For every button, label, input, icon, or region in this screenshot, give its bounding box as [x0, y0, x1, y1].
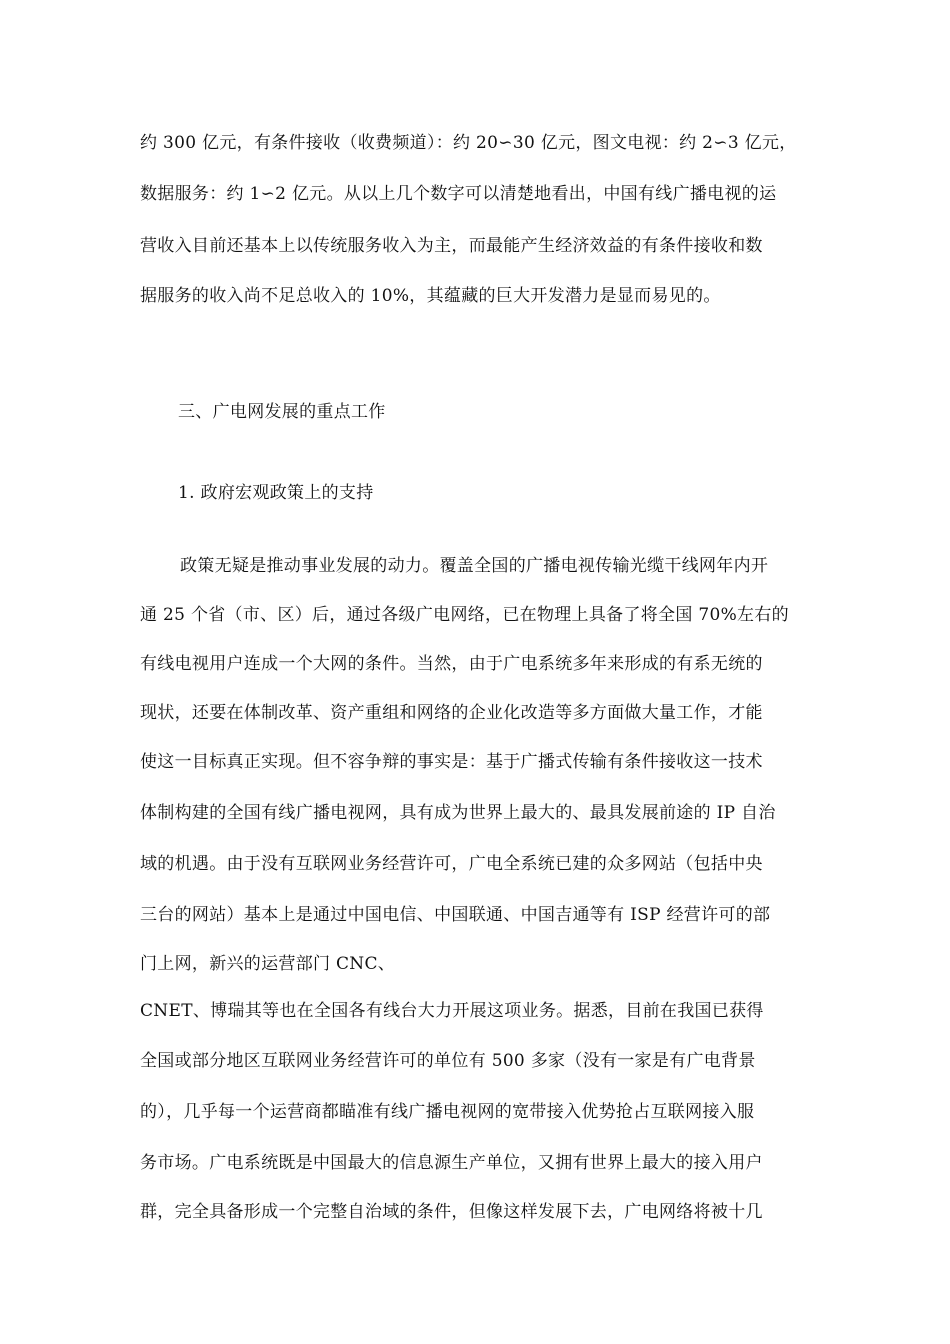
section-heading: 三、广电网发展的重点工作 [178, 402, 386, 422]
paragraph-1-line-1: 约 300 亿元，有条件接收（收费频道）：约 20∽30 亿元，图文电视：约 2∽3 亿元， [140, 133, 797, 153]
paragraph-2-line-3: 有线电视用户连成一个大网的条件。当然，由于广电系统多年来形成的有系无统的 [140, 654, 763, 674]
paragraph-1-line-2: 数据服务：约 1∽2 亿元。从以上几个数字可以清楚地看出，中国有线广播电视的运 [140, 184, 777, 204]
paragraph-2-line-13: 务市场。广电系统既是中国最大的信息源生产单位，又拥有世界上最大的接入用户 [140, 1153, 763, 1173]
paragraph-2-line-1: 政策无疑是推动事业发展的动力。覆盖全国的广播电视传输光缆干线网年内开 [180, 556, 769, 576]
paragraph-2-line-10: CNET、博瑞其等也在全国各有线台大力开展这项业务。据悉，目前在我国已获得 [140, 1001, 764, 1021]
paragraph-2-line-7: 域的机遇。由于没有互联网业务经营许可，广电全系统已建的众多网站（包括中央 [140, 854, 763, 874]
paragraph-2-line-6: 体制构建的全国有线广播电视网，具有成为世界上最大的、最具发展前途的 IP 自治 [140, 803, 776, 823]
paragraph-2-line-14: 群，完全具备形成一个完整自治域的条件，但像这样发展下去，广电网络将被十几 [140, 1202, 763, 1222]
paragraph-2-line-5: 使这一目标真正实现。但不容争辩的事实是：基于广播式传输有条件接收这一技术 [140, 752, 763, 772]
paragraph-2-line-11: 全国或部分地区互联网业务经营许可的单位有 500 多家（没有一家是有广电背景 [140, 1051, 756, 1071]
paragraph-2-line-2: 通 25 个省（市、区）后，通过各级广电网络，已在物理上具备了将全国 70%左右的 [140, 605, 789, 625]
paragraph-2-line-8: 三台的网站）基本上是通过中国电信、中国联通、中国吉通等有 ISP 经营许可的部 [140, 905, 771, 925]
paragraph-2-line-9: 门上网，新兴的运营部门 CNC、 [140, 954, 396, 974]
paragraph-2-line-4: 现状，还要在体制改革、资产重组和网络的企业化改造等多方面做大量工作，才能 [140, 703, 763, 723]
paragraph-1-line-3: 营收入目前还基本上以传统服务收入为主，而最能产生经济效益的有条件接收和数 [140, 236, 763, 256]
paragraph-1-line-4: 据服务的收入尚不足总收入的 10%，其蕴藏的巨大开发潜力是显而易见的。 [140, 286, 721, 306]
subsection-heading: 1. 政府宏观政策上的支持 [178, 483, 374, 503]
paragraph-2-line-12: 的），几乎每一个运营商都瞄准有线广播电视网的宽带接入优势抢占互联网接入服 [140, 1102, 755, 1122]
